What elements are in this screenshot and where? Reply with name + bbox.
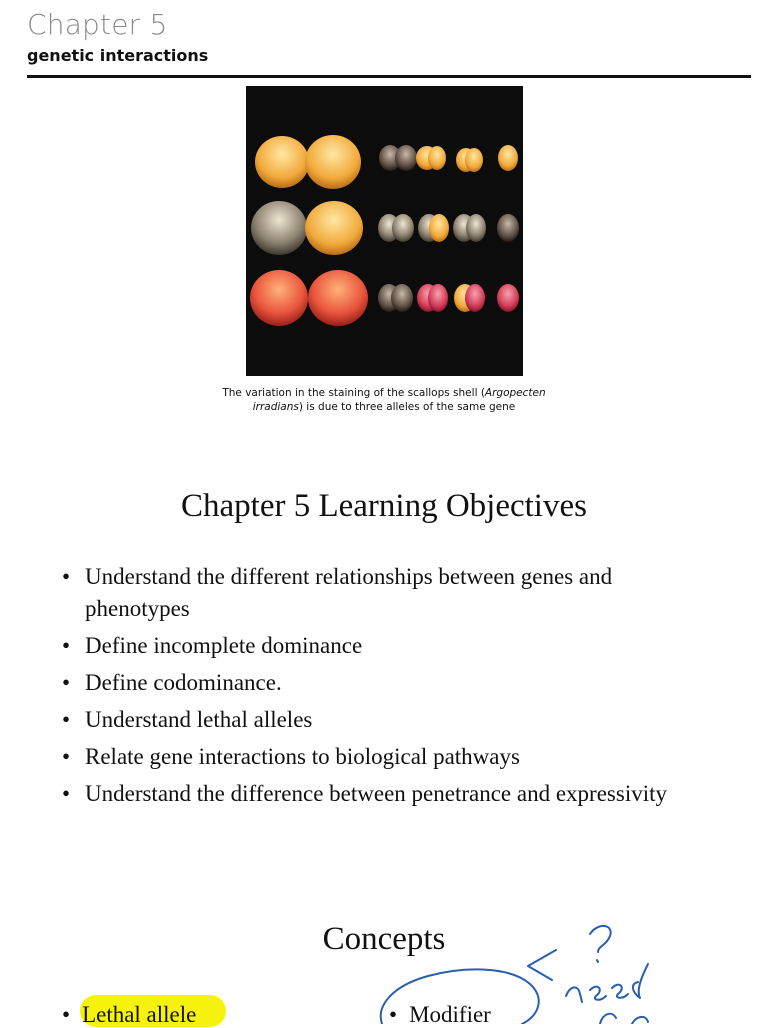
bullet: • bbox=[62, 780, 71, 806]
list-item: • Relate gene interactions to biological pathways bbox=[62, 741, 722, 773]
chapter-subtitle: genetic interactions bbox=[27, 46, 209, 65]
scallop-shells-illustration bbox=[246, 86, 523, 376]
list-item: • Define codominance. bbox=[62, 667, 722, 699]
caption-text-end: ) is due to three alleles of the same gene bbox=[298, 401, 516, 413]
bullet: • bbox=[62, 743, 71, 769]
shell-row-red bbox=[250, 270, 519, 326]
caption-species: Argopecten irradians bbox=[252, 387, 546, 413]
concepts-title: Concepts bbox=[322, 921, 446, 957]
concept-item-modifier: • Modifier bbox=[389, 1002, 491, 1027]
shell-row-grey bbox=[251, 201, 519, 255]
bullet: • bbox=[62, 632, 71, 658]
scallop-shells-image bbox=[246, 86, 523, 376]
caption-text: The variation in the staining of the scallops shell ( bbox=[222, 387, 485, 399]
bullet: • bbox=[62, 564, 71, 589]
bullet: • bbox=[62, 669, 71, 695]
list-item: • Define incomplete dominance bbox=[62, 630, 722, 662]
list-item: • Understand lethal alleles bbox=[62, 704, 722, 736]
concept-item-lethal-allele: • Lethal allele bbox=[62, 1002, 197, 1027]
bullet: • bbox=[62, 706, 71, 732]
list-item: • Understand the different relationships between genes and phenotypes bbox=[62, 561, 722, 624]
objectives-list bbox=[62, 561, 722, 815]
shell-row-yellow bbox=[255, 135, 518, 189]
chapter-title: Chapter 5 bbox=[27, 8, 168, 41]
objectives-title: Chapter 5 Learning Objectives bbox=[181, 488, 587, 524]
bullet: • bbox=[389, 1002, 398, 1027]
list-item: • Understand the difference between penetrance and expressivity bbox=[62, 778, 722, 810]
bullet: • bbox=[62, 1002, 71, 1027]
header-divider bbox=[27, 75, 751, 78]
figure-caption bbox=[200, 386, 568, 414]
